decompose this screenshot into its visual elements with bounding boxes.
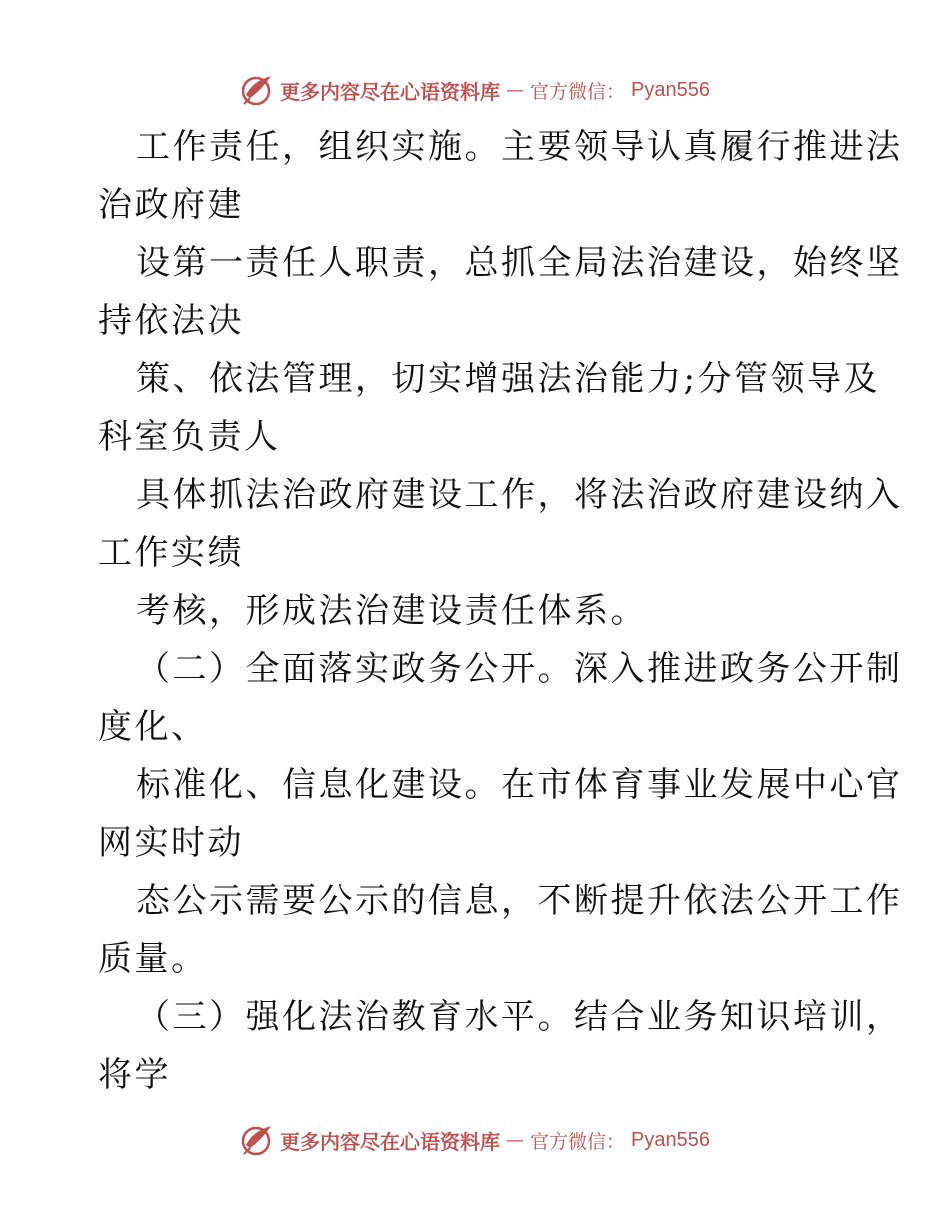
banner-separator: — (506, 1129, 524, 1151)
body-line-9: 考核，形成法治建设责任体系。 (136, 591, 647, 631)
banner-wechat-handle: Pyan556 (631, 78, 710, 101)
body-line-6: 科室负责人 (98, 417, 281, 457)
body-line-7: 具体抓法治政府建设工作，将法治政府建设纳入 (136, 475, 903, 515)
body-line-10: （二）全面落实政务公开。深入推进政务公开制 (136, 649, 903, 689)
body-line-16: （三）强化法治教育水平。结合业务知识培训， (136, 997, 903, 1037)
banner-brand-text: 更多内容尽在心语资料库 (280, 1129, 500, 1154)
banner-contact-label: 官方微信： (530, 80, 626, 103)
document-body (98, 118, 903, 1104)
body-line-3: 设第一责任人职责，总抓全局法治建设，始终坚 (136, 243, 903, 283)
body-line-2: 治政府建 (98, 185, 244, 225)
banner-brand-text: 更多内容尽在心语资料库 (280, 79, 500, 104)
quill-logo-icon (240, 73, 274, 107)
banner-wechat-handle: Pyan556 (631, 1128, 710, 1151)
body-line-14: 态公示需要公示的信息，不断提升依法公开工作 (136, 881, 903, 921)
header-watermark-banner (0, 70, 950, 110)
body-line-5: 策、依法管理，切实增强法治能力;分管领导及 (136, 359, 880, 399)
body-line-11: 度化、 (98, 707, 208, 747)
footer-watermark-banner (0, 1120, 950, 1160)
body-line-15: 质量。 (98, 939, 208, 979)
body-line-8: 工作实绩 (98, 533, 244, 573)
body-line-13: 网实时动 (98, 823, 244, 863)
quill-logo-icon (240, 1123, 274, 1157)
banner-contact-label: 官方微信： (530, 1130, 626, 1153)
body-line-12: 标准化、信息化建设。在市体育事业发展中心官 (136, 765, 903, 805)
body-line-4: 持依法决 (98, 301, 244, 341)
body-line-1: 工作责任，组织实施。主要领导认真履行推进法 (136, 127, 903, 167)
body-line-17: 将学 (98, 1055, 171, 1095)
banner-separator: — (506, 79, 524, 101)
